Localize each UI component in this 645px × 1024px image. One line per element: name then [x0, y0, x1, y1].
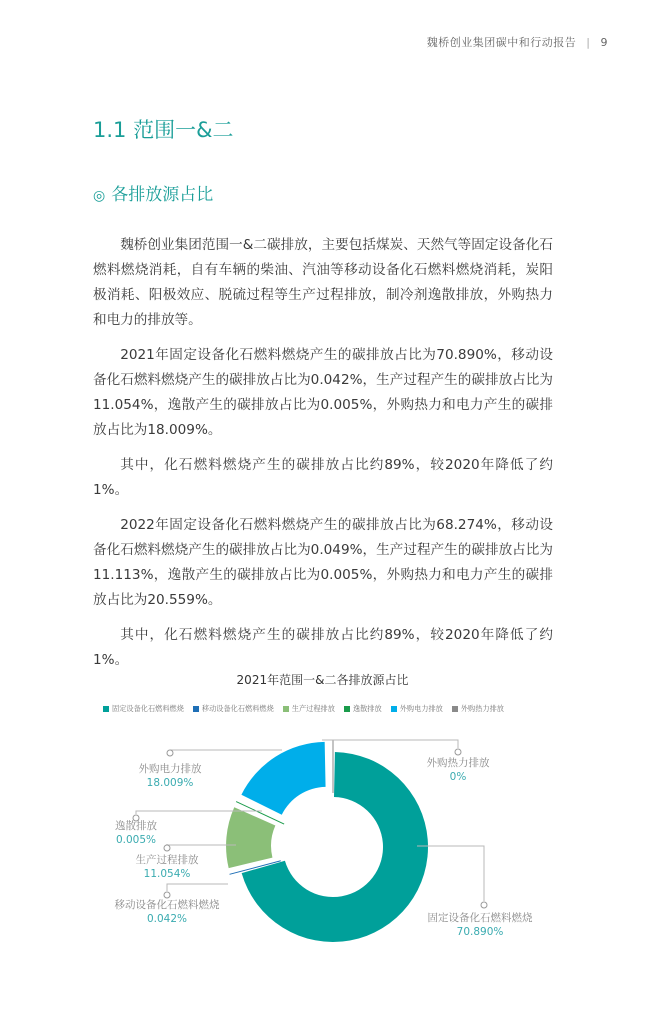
- marker: [455, 749, 461, 755]
- marker: [164, 845, 170, 851]
- report-title: 魏桥创业集团碳中和行动报告: [426, 36, 577, 49]
- header-separator: |: [586, 36, 591, 49]
- legend-label: 生产过程排放: [291, 704, 335, 713]
- leader-line: [167, 844, 236, 845]
- paragraph: 其中，化石燃料燃烧产生的碳排放占比约89%，较2020年降低了约1%。: [93, 627, 553, 668]
- chart-title: 2021年范围一&二各排放源占比: [236, 673, 409, 687]
- leader-line: [322, 740, 458, 748]
- paragraph: 2022年固定设备化石燃料燃烧产生的碳排放占比为68.274%，移动设备化石燃料燃烧产生的碳排放占比为0.049%，生产过程产生的碳排放占比为11.113%，逸散产生的碳排放占比为0.005%，外购热力和电力产生的碳排放占比为20.559%。: [93, 517, 553, 608]
- label-fugitive: 逸散排放 0.005%: [115, 820, 157, 846]
- label-mobile-combustion: 移动设备化石燃料燃烧 0.042%: [114, 899, 220, 925]
- section-title: 1.1 范围一&二: [93, 118, 234, 142]
- legend-label: 固定设备化石燃料燃烧: [112, 704, 184, 713]
- subsection-title-text: 各排放源占比: [111, 185, 214, 205]
- legend-label: 移动设备化石燃料燃烧: [201, 704, 274, 713]
- label-stationary-combustion: 固定设备化石燃料燃烧 70.890%: [427, 912, 533, 938]
- paragraph: 其中，化石燃料燃烧产生的碳排放占比约89%，较2020年降低了约1%。: [93, 457, 553, 498]
- legend-label: 外购电力排放: [399, 704, 443, 713]
- leader-line: [167, 884, 228, 891]
- page-number: 9: [600, 36, 608, 49]
- donut-slice: [241, 742, 325, 815]
- label-purchased-heat: 外购热力排放 0%: [426, 757, 490, 783]
- double-circle-icon: ◎: [93, 188, 106, 204]
- label-purchased-electricity: 外购电力排放 18.009%: [138, 763, 202, 789]
- legend-label: 外购热力排放: [460, 704, 504, 713]
- paragraph: 魏桥创业集团范围一&二碳排放，主要包括煤炭、天然气等固定设备化石燃料燃烧消耗，自有车辆的柴油、汽油等移动设备化石燃料燃烧消耗，炭阳极消耗、阳极效应、脱硫过程等生产过程排放，制冷剂逸散排放，外购热力和电力的排放等。: [93, 237, 553, 328]
- legend-label: 逸散排放: [352, 704, 382, 713]
- paragraph: 2021年固定设备化石燃料燃烧产生的碳排放占比为70.890%，移动设备化石燃料燃烧产生的碳排放占比为0.042%，生产过程产生的碳排放占比为11.054%，逸散产生的碳排放占比为0.005%，外购热力和电力产生的碳排放占比为18.009%。: [93, 347, 553, 438]
- marker: [481, 902, 487, 908]
- marker: [167, 750, 173, 756]
- label-process: 生产过程排放 11.054%: [135, 854, 199, 880]
